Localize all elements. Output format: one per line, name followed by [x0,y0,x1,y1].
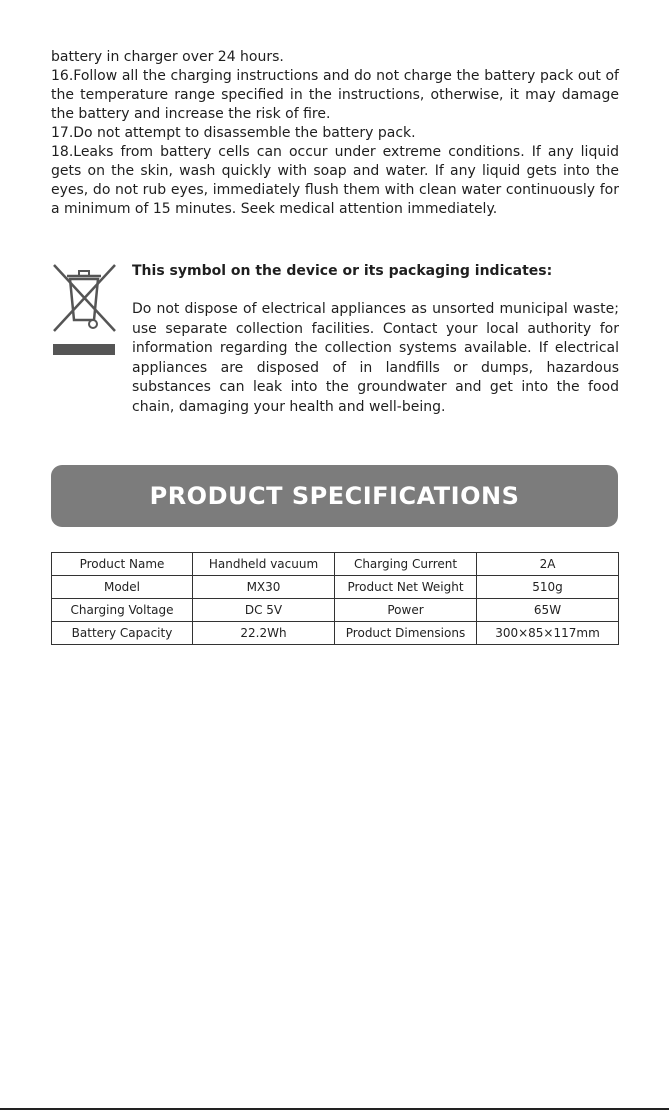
weee-heading: This symbol on the device or its packaging indicates: [132,263,553,279]
crossed-out-wheelie-bin-icon [51,262,117,358]
safety-paragraph: 18.Leaks from battery cells can occur under extreme conditions. If any liquid gets on the skin, wash quickly with soap and water. If any liquid gets into the eyes, do not rub eyes, immediately flush them with clean water continuously for a minimum of 15 minutes. Seek medical attention immediately. [51,144,619,217]
table-row [52,576,619,599]
spec-label: Product Net Weight [335,576,477,599]
safety-paragraph: 17.Do not attempt to disassemble the battery pack. [51,125,416,141]
spec-value: 65W [477,599,619,622]
spec-label: Charging Current [335,553,477,576]
spec-label: Product Name [52,553,193,576]
spec-label: Product Dimensions [335,622,477,645]
spec-value: 22.2Wh [193,622,335,645]
spec-label: Charging Voltage [52,599,193,622]
spec-label: Battery Capacity [52,622,193,645]
spec-label: Power [335,599,477,622]
safety-instructions [51,48,619,219]
specs-banner [51,465,618,527]
safety-paragraph: 16.Follow all the charging instructions and do not charge the battery pack out of the temperature range specified in the instructions, otherwise, it may damage the battery and increase the risk of fire. [51,68,619,122]
spec-value: Handheld vacuum [193,553,335,576]
spec-value: 300×85×117mm [477,622,619,645]
spec-value: 2A [477,553,619,576]
spec-value: DC 5V [193,599,335,622]
table-row [52,622,619,645]
safety-paragraph: battery in charger over 24 hours. [51,49,284,65]
spec-label: Model [52,576,193,599]
spec-value: 510g [477,576,619,599]
table-row [52,599,619,622]
specs-title: PRODUCT SPECIFICATIONS [149,482,520,510]
specs-table [51,552,619,645]
spec-value: MX30 [193,576,335,599]
weee-text [132,262,619,417]
table-row [52,553,619,576]
weee-notice [51,262,619,442]
weee-body: Do not dispose of electrical appliances as unsorted municipal waste; use separate collection facilities. Contact your local authority for information regarding the collection systems available. If electrical appliances are disposed of in landfills or dumps, hazardous substances can leak into the groundwater and get into the food chain, damaging your health and well-being. [132,301,619,415]
